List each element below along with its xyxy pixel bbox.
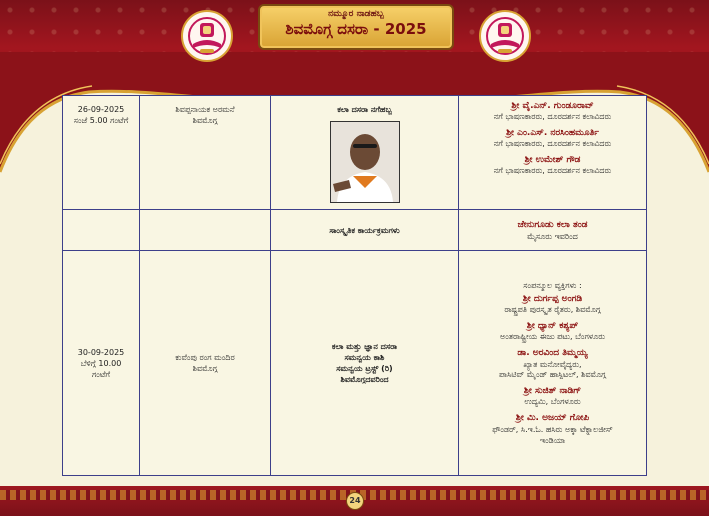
speaker-name: ಶ್ರೀ ವೈ.ಎನ್. ಗುಂಡೂರಾವ್: [511, 101, 594, 111]
program-line: ಸಮನ್ವಯ ಟ್ರಸ್ಟ್ (ರಿ): [336, 364, 393, 373]
resource-name: ಶ್ರೀ ಧ್ಯಾನ್ ಕಶ್ಯಪ್: [526, 321, 579, 331]
troupe-name: ಜೇನುಗೂಡು ಕಲಾ ತಂಡ: [517, 219, 588, 230]
title-plate: [258, 4, 454, 50]
event-time: ಗಂಟೆಗೆ: [91, 369, 111, 379]
page-title: ಶಿವಮೊಗ್ಗ ದಸರಾ - 2025: [285, 20, 427, 38]
speakers-cell: [459, 96, 647, 210]
program-line: ಶಿವಮೊಗ್ಗದವರಿಂದ: [340, 375, 389, 384]
resource-role: ಫೌಂಡರ್, ಸಿ.ಇ.ಓ. ಹಸಿರು ಅಕ್ಕಾ ಟೆಕ್ನಾಲಜೀಸ್: [492, 425, 613, 434]
date-cell: [63, 96, 140, 210]
speaker-role: ನಗೆ ಭಾಷಣಕಾರರು, ದೂರದರ್ಶನ ಕಲಾವಿದರು: [493, 139, 612, 148]
header-subtitle: ನಮ್ಮೂರ ನಾಡಹಬ್ಬ: [328, 9, 384, 19]
speaker-portrait-icon: [330, 121, 400, 203]
resource-role: ಪಾಸಿಟಿವ್ ಮೈಂಡ್ ಹಾಸ್ಪಿಟಲ್, ಶಿವಮೊಗ್ಗ: [499, 370, 606, 379]
venue-line: ಶಿವಪ್ಪನಾಯಕ ಅರಮನೆ: [175, 105, 235, 114]
resource-role: ಅಂತರಾಷ್ಟ್ರೀಯ ಈಜು ಪಟು, ಬೆಂಗಳೂರು: [499, 332, 606, 341]
speaker-name: ಶ್ರೀ ಉಮೇಶ್ ಗೌಡ: [524, 155, 581, 165]
resource-name: ಶ್ರೀ ಮಿ. ಅಜಯ್ ಗೋಪಿ: [515, 413, 590, 423]
table-row: [63, 96, 647, 210]
table-row: [63, 210, 647, 251]
event-time: ಬೆಳಿಗ್ಗೆ 10.00: [80, 358, 122, 368]
dasara-emblem-icon: [479, 10, 531, 62]
resource-label: ಸಂಪನ್ಮೂಲ ವ್ಯಕ್ತಿಗಳು :: [523, 281, 582, 290]
resource-role: ಖ್ಯಾತ ಮನೋವೈದ್ಯರು,: [523, 360, 582, 369]
venue-city: ಶಿವಮೊಗ್ಗ: [192, 364, 218, 373]
resources-cell: [459, 251, 647, 476]
event-date: 30-09-2025: [77, 347, 125, 357]
dasara-emblem-icon: [181, 10, 233, 62]
schedule-table: [62, 95, 647, 476]
speaker-role: ನಗೆ ಭಾಷಣಕಾರರು, ದೂರದರ್ಶನ ಕಲಾವಿದರು: [493, 166, 612, 175]
empty-cell: [63, 210, 140, 251]
program-line: ಸಮನ್ವಯ ಕಾಶಿ: [344, 353, 385, 362]
resource-role: ರಾಷ್ಟ್ರಪತಿ ಪುರಸ್ಕೃತ ರೈತರು, ಶಿವಮೊಗ್ಗ: [504, 305, 601, 314]
program-title: ಕಲಾ ದಸರಾ ನಗೆಹಬ್ಬ: [337, 105, 392, 114]
event-date: 26-09-2025: [77, 105, 125, 114]
resource-role: ಇಂಡಿಯಾ: [539, 436, 566, 445]
event-time: ಸಂಜೆ 5.00 ಗಂಟೆಗೆ: [73, 116, 129, 125]
resource-name: ಡಾ. ಅರವಿಂದ ತಿಮ್ಮಯ್ಯ: [517, 348, 588, 358]
speaker-role: ನಗೆ ಭಾಷಣಕಾರರು, ದೂರದರ್ಶನ ಕಲಾವಿದರು: [493, 112, 612, 121]
troupe-cell: [459, 210, 647, 251]
resource-name: ಶ್ರೀ ಸುಜಿತ್ ನಾಡಿಗ್: [523, 386, 582, 396]
venue-city: ಶಿವಮೊಗ್ಗ: [192, 116, 218, 125]
program-cell: [271, 210, 459, 251]
venue-cell: [140, 251, 271, 476]
program-title: ಕಲಾ ಮತ್ತು ಜ್ಞಾನ ದಸರಾ: [331, 342, 398, 351]
empty-cell: [140, 210, 271, 251]
troupe-origin: ಮೈಸೂರು ಇವರಿಂದ: [527, 231, 578, 241]
date-cell: [63, 251, 140, 476]
venue-cell: [140, 96, 271, 210]
page-number: 24: [346, 492, 364, 510]
speaker-name: ಶ್ರೀ ಎಂ.ಎಸ್. ನರಸಿಂಹಮೂರ್ತಿ: [506, 128, 599, 138]
program-title: ಸಾಂಸ್ಕೃತಿಕ ಕಾರ್ಯಕ್ರಮಗಳು: [329, 225, 400, 235]
program-cell: [271, 96, 459, 210]
table-row: [63, 251, 647, 476]
program-cell: [271, 251, 459, 476]
venue-line: ಕುವೆಂಪು ರಂಗ ಮಂದಿರ: [175, 353, 235, 362]
resource-role: ಉದ್ಯಮಿ, ಬೆಂಗಳೂರು: [524, 397, 581, 406]
resource-name: ಶ್ರೀ ದುರ್ಗಪ್ಪ ಅಂಗಡಿ: [522, 294, 583, 304]
